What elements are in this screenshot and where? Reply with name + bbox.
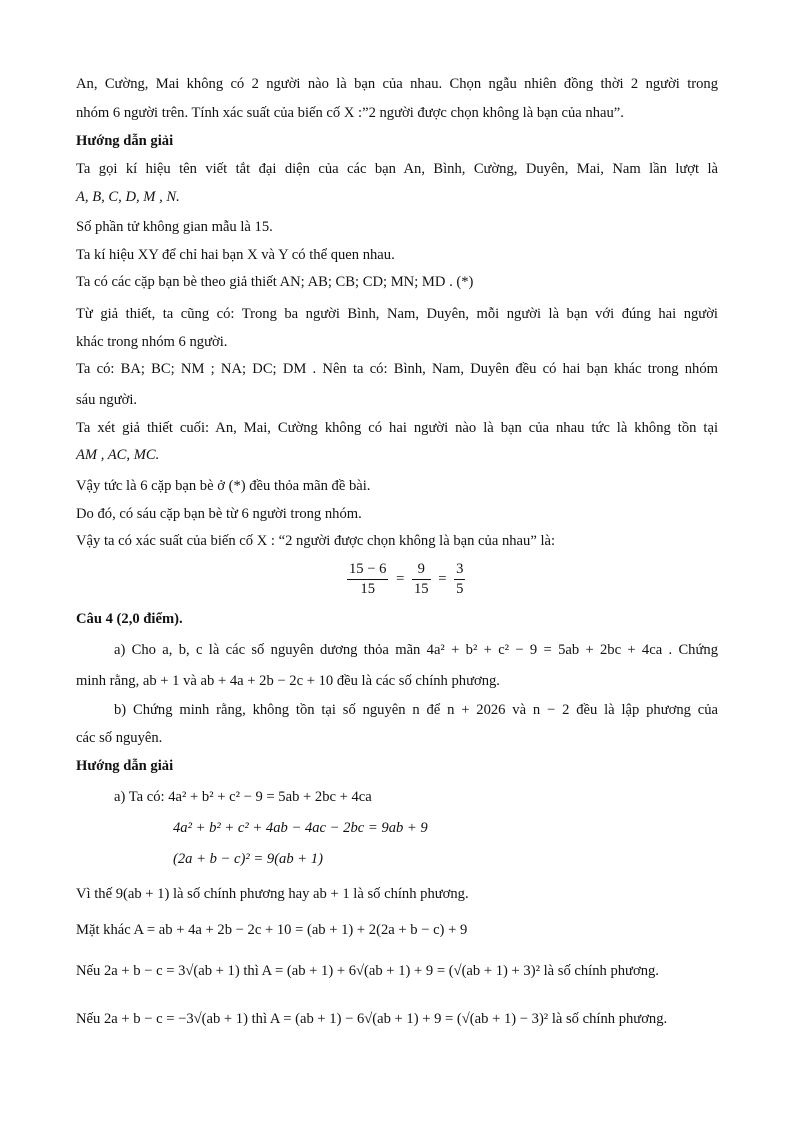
text-line: Vì thế 9(ab + 1) là số chính phương hay ab + 1 là số chính phương. (76, 886, 469, 902)
text-line: nhóm 6 người trên. Tính xác suất của biến cố X :”2 người được chọn không là bạn của nhau”. (76, 105, 624, 121)
fraction-3-denominator: 5 (456, 581, 464, 597)
equals-sign: = (396, 571, 405, 587)
text-line: các số nguyên. (76, 730, 163, 746)
equals-sign: = (438, 571, 447, 587)
fraction-2-numerator: 9 (412, 560, 431, 580)
text-line: AM , AC, MC. (76, 447, 160, 463)
text-line: Ta xét giả thiết cuối: An, Mai, Cường không có hai người nào là bạn của nhau tức là không tồn tại (76, 420, 718, 436)
text-line: Do đó, có sáu cặp bạn bè từ 6 người trong nhóm. (76, 506, 362, 522)
text-line: khác trong nhóm 6 người. (76, 334, 228, 350)
section-heading: Câu 4 (2,0 điểm). (76, 611, 183, 627)
text-line: An, Cường, Mai không có 2 người nào là bạn của nhau. Chọn ngẫu nhiên đồng thời 2 người trong (76, 76, 718, 92)
fraction-1-numerator: 15 − 6 (347, 560, 388, 580)
fraction-3-numerator: 3 (454, 560, 465, 580)
text-line: b) Chứng minh rằng, không tồn tại số nguyên n để n + 2026 và n − 2 đều là lập phương của (114, 702, 718, 718)
text-line: Mặt khác A = ab + 4a + 2b − 2c + 10 = (ab + 1) + 2(2a + b − c) + 9 (76, 922, 468, 938)
text-line: 4a² + b² + c² + 4ab − 4ac − 2bc = 9ab + 9 (173, 820, 428, 836)
text-line: sáu người. (76, 392, 138, 408)
fraction-2 (412, 560, 431, 599)
text-line: Số phần tử không gian mẫu là 15. (76, 219, 273, 235)
text-line: Ta gọi kí hiệu tên viết tắt đại diện của các bạn An, Bình, Cường, Duyên, Mai, Nam lần lượt là (76, 161, 718, 177)
text-line: minh rằng, ab + 1 và ab + 4a + 2b − 2c + 10 đều là các số chính phương. (76, 673, 500, 689)
text-line: Nếu 2a + b − c = −3√(ab + 1) thì A = (ab + 1) − 6√(ab + 1) + 9 = (√(ab + 1) − 3)² là số chính phương. (76, 1011, 668, 1027)
text-line: (2a + b − c)² = 9(ab + 1) (173, 851, 323, 867)
fraction-1-denominator: 15 (360, 581, 375, 597)
text-line: Ta kí hiệu XY để chỉ hai bạn X và Y có thể quen nhau. (76, 247, 395, 263)
text-line: A, B, C, D, M , N. (76, 189, 180, 205)
fraction-1 (347, 560, 388, 599)
text-line: Vậy tức là 6 cặp bạn bè ở (*) đều thỏa mãn đề bài. (76, 478, 371, 494)
text-line: Từ giả thiết, ta cũng có: Trong ba người Bình, Nam, Duyên, mỗi người là bạn với đúng hai người (76, 306, 718, 322)
text-line: Ta có: BA; BC; NM ; NA; DC; DM . Nên ta có: Bình, Nam, Duyên đều có hai bạn khác trong nhóm (76, 361, 718, 377)
section-heading: Hướng dẫn giải (76, 133, 174, 149)
text-line: Ta có các cặp bạn bè theo giả thiết AN; AB; CB; CD; MN; MD . (*) (76, 274, 474, 290)
text-line: a) Cho a, b, c là các số nguyên dương thỏa mãn 4a² + b² + c² − 9 = 5ab + 2bc + 4ca . Chứng (114, 642, 718, 658)
text-line: Vậy ta có xác suất của biến cố X : “2 người được chọn không là bạn của nhau” là: (76, 533, 556, 549)
text-line: a) Ta có: 4a² + b² + c² − 9 = 5ab + 2bc + 4ca (114, 789, 372, 805)
text-line: Nếu 2a + b − c = 3√(ab + 1) thì A = (ab + 1) + 6√(ab + 1) + 9 = (√(ab + 1) + 3)² là số chính phương. (76, 963, 659, 979)
fraction-3 (454, 560, 465, 599)
probability-fraction (345, 560, 467, 599)
fraction-2-denominator: 15 (413, 581, 429, 597)
section-heading: Hướng dẫn giải (76, 758, 174, 774)
